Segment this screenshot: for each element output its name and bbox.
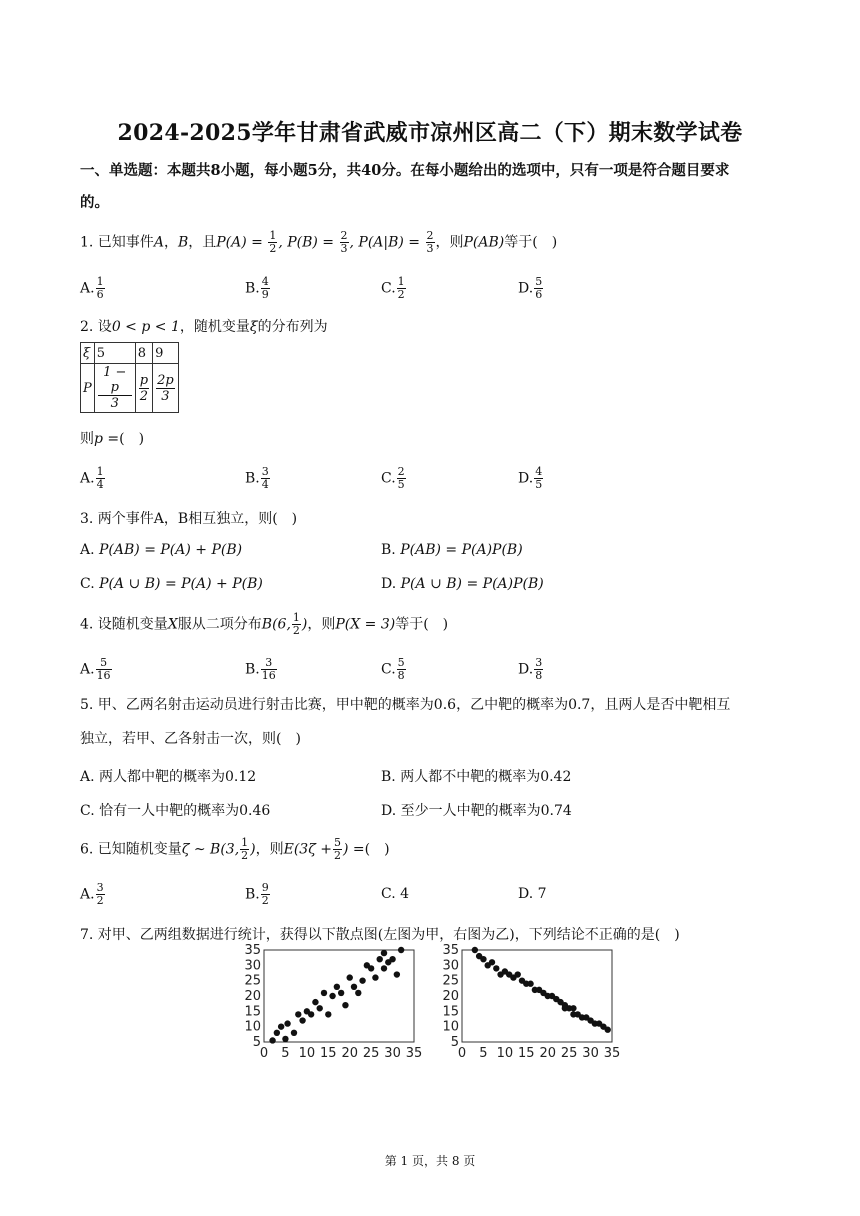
option-num: 5 xyxy=(397,656,405,669)
option-label: D. xyxy=(518,280,534,297)
option-text: 恰有一人中靶的概率为0.46 xyxy=(99,803,271,819)
q1-pb: , P(B) = xyxy=(278,234,335,251)
q6-stem-b: ，则 xyxy=(255,841,284,858)
q6-option-b[interactable] xyxy=(245,882,271,907)
scatter-point xyxy=(299,1017,305,1023)
scatter-point xyxy=(291,1030,297,1036)
q2-option-a[interactable] xyxy=(80,466,106,491)
option-label: B. xyxy=(381,542,396,558)
option-num: 4 xyxy=(261,275,269,288)
page-footer: 第 1 页，共 8 页 xyxy=(384,1154,476,1168)
option-label: C. xyxy=(381,470,396,487)
option-label: A. xyxy=(80,470,95,487)
scatter-point xyxy=(398,947,404,953)
q1-option-a[interactable] xyxy=(80,276,106,301)
cell-num: 2p xyxy=(157,372,174,388)
x-tick-label: 5 xyxy=(281,1046,290,1061)
scatter-point xyxy=(381,950,387,956)
scatter-point xyxy=(284,1020,290,1026)
q1-sep: ， xyxy=(163,234,178,251)
x-tick-label: 35 xyxy=(603,1046,621,1061)
q6-option-a[interactable] xyxy=(80,882,106,907)
q2-stem-c: 的分布列为 xyxy=(257,319,328,335)
q5-line1: 5. 甲、乙两名射击运动员进行射击比赛，甲中靶的概率为0.6，乙中靶的概率为0.7，且两人是否中靶相互 xyxy=(80,697,731,713)
q1-frac-2-den: 3 xyxy=(340,242,348,255)
option-label: B. xyxy=(381,769,396,785)
option-num: 9 xyxy=(261,881,269,894)
option-den: 16 xyxy=(261,669,276,682)
option-text: P(AB) = P(A) + P(B) xyxy=(99,542,243,558)
option-num: 5 xyxy=(96,657,112,670)
table-cell: 9 xyxy=(153,343,179,364)
x-tick-label: 15 xyxy=(320,1046,337,1061)
y-tick-label: 35 xyxy=(244,943,261,958)
option-label: B. xyxy=(245,661,260,678)
option-label: C. xyxy=(381,661,396,678)
scatter-point xyxy=(295,1011,301,1017)
q2-option-d[interactable] xyxy=(518,466,544,491)
q6-frac2-num: 5 xyxy=(333,836,341,849)
option-den: 5 xyxy=(397,478,405,491)
scatter-point xyxy=(351,984,357,990)
q4-option-a[interactable] xyxy=(80,657,113,682)
scatter-point xyxy=(377,956,383,962)
option-num: 3 xyxy=(535,656,543,669)
y-tick-label: 5 xyxy=(252,1035,261,1050)
option-text: 7 xyxy=(537,886,547,902)
scatter-point xyxy=(570,1011,576,1017)
table-cell xyxy=(153,364,179,413)
y-tick-label: 15 xyxy=(442,1004,459,1020)
scatter-point xyxy=(381,965,387,971)
q6-option-c[interactable] xyxy=(381,886,409,902)
question-6-stem xyxy=(80,837,390,862)
q1-mid: ，且 xyxy=(188,234,217,251)
q4-option-d[interactable] xyxy=(518,657,544,682)
y-tick-label: 20 xyxy=(244,989,261,1004)
table-cell: 8 xyxy=(135,343,152,364)
q5-line2: 独立，若甲、乙各射击一次，则( ) xyxy=(80,731,301,747)
q4-stem-a: 4. 设随机变量 xyxy=(80,616,168,633)
option-text: 4 xyxy=(400,886,410,902)
q1-pa: P(A) = xyxy=(216,234,263,251)
q1-end: 等于( ) xyxy=(504,234,558,251)
cell-num: p xyxy=(139,372,149,388)
option-label: A. xyxy=(80,542,95,558)
cell-num: 1 − p xyxy=(98,365,132,396)
x-tick-label: 5 xyxy=(479,1046,488,1061)
q2-ask-c: ( ) xyxy=(119,431,145,447)
scatter-point xyxy=(355,990,361,996)
q4-variable: X xyxy=(167,616,178,633)
q1-frac-2 xyxy=(340,230,349,255)
table-cell xyxy=(135,364,152,413)
q5-option-c[interactable] xyxy=(80,800,270,820)
option-num: 3 xyxy=(261,657,277,670)
q1-frac-3-num: 2 xyxy=(426,229,434,242)
q2-condition: 0 < p < 1 xyxy=(111,319,180,335)
y-tick-label: 15 xyxy=(244,1004,261,1020)
y-tick-label: 30 xyxy=(244,958,261,974)
option-den: 6 xyxy=(96,288,104,301)
scatter-point xyxy=(359,977,365,983)
option-den: 6 xyxy=(535,288,543,301)
q6-frac2-den: 2 xyxy=(333,849,341,862)
q4-px: P(X = 3) xyxy=(335,616,396,633)
q2-xi: ξ xyxy=(249,319,258,335)
q2-stem-a: 2. 设 xyxy=(80,319,112,335)
option-label: D. xyxy=(518,661,534,678)
q3-option-b[interactable] xyxy=(381,542,523,558)
q4-option-b[interactable] xyxy=(245,657,278,682)
cell-den: 3 xyxy=(110,396,119,411)
option-num: 2 xyxy=(397,465,405,478)
q4-frac-den: 2 xyxy=(292,624,300,637)
q6-zeta: ζ ∼ B(3, xyxy=(181,841,240,858)
scatter-plot-left xyxy=(238,943,423,1061)
scatter-point xyxy=(338,990,344,996)
q5-option-d[interactable] xyxy=(381,800,572,820)
option-label: D. xyxy=(381,803,397,819)
table-cell: P xyxy=(81,364,95,413)
x-tick-label: 30 xyxy=(384,1046,401,1061)
q1-frac-3 xyxy=(426,230,435,255)
section-heading xyxy=(80,155,780,219)
scatter-point xyxy=(325,1011,331,1017)
q3-option-a[interactable] xyxy=(80,542,242,558)
table-cell: 5 xyxy=(94,343,135,364)
option-label: A. xyxy=(80,280,95,297)
option-num: 3 xyxy=(96,881,104,894)
option-num: 1 xyxy=(96,465,104,478)
y-tick-label: 10 xyxy=(244,1019,261,1035)
scatter-point xyxy=(480,956,486,962)
q1-target: P(AB) xyxy=(463,234,505,251)
scatter-point xyxy=(527,981,533,987)
option-den: 2 xyxy=(96,894,104,907)
q4-frac-num: 1 xyxy=(292,611,300,624)
q2-ask-a: 则 xyxy=(80,431,94,447)
q6-stem-a: 6. 已知随机变量 xyxy=(80,841,182,858)
q3-option-c[interactable] xyxy=(80,576,263,592)
scatter-point xyxy=(368,965,374,971)
q1-frac-1-num: 1 xyxy=(269,229,277,242)
option-text: P(A ∪ B) = P(A)P(B) xyxy=(400,576,544,592)
q2-option-b[interactable] xyxy=(245,466,271,491)
q6-frac1-num: 1 xyxy=(241,836,249,849)
table-row xyxy=(81,364,179,413)
option-text: 至少一人中靶的概率为0.74 xyxy=(400,803,572,819)
scatter-point xyxy=(278,1023,284,1029)
section-heading-line1: 一、单选题：本题共8小题，每小题5分，共40分。在每小题给出的选项中，只有一项是符合题目要求 xyxy=(80,162,730,179)
option-text: P(AB) = P(A)P(B) xyxy=(400,542,523,558)
option-label: D. xyxy=(381,576,397,592)
x-tick-label: 0 xyxy=(457,1046,467,1061)
scatter-point xyxy=(347,974,353,980)
table-row xyxy=(81,343,179,364)
q6-close: ) xyxy=(250,841,256,858)
option-label: A. xyxy=(80,769,95,785)
q6-ex-close: ) = xyxy=(342,841,365,858)
scatter-point xyxy=(515,971,521,977)
scatter-point xyxy=(274,1030,280,1036)
q4-close: ) xyxy=(301,616,308,633)
option-den: 4 xyxy=(261,478,269,491)
y-tick-label: 35 xyxy=(442,943,459,958)
cell-den: 3 xyxy=(161,388,170,404)
q6-option-d[interactable] xyxy=(518,886,547,902)
scatter-point xyxy=(570,1005,576,1011)
q1-option-b[interactable] xyxy=(245,276,271,301)
scatter-point xyxy=(389,956,395,962)
option-den: 16 xyxy=(96,669,111,682)
scatter-point xyxy=(342,1002,348,1008)
q6-expectation: E(3ζ + xyxy=(283,841,332,858)
scatter-point xyxy=(312,999,318,1005)
q2-stem-b: ，随机变量 xyxy=(179,319,250,335)
section-heading-line2: 的。 xyxy=(80,194,109,211)
scatter-plot-right xyxy=(436,943,621,1061)
cell-den: 2 xyxy=(139,388,149,404)
option-text: 两人都中靶的概率为0.12 xyxy=(99,769,257,785)
q5-option-b[interactable] xyxy=(381,766,571,786)
scatter-point xyxy=(321,990,327,996)
option-num: 3 xyxy=(261,465,269,478)
scatter-point xyxy=(317,1005,323,1011)
q4-dist: B(6, xyxy=(261,616,291,633)
q1-prefix: 1. 已知事件 xyxy=(80,234,154,251)
plot-frame xyxy=(264,950,414,1042)
x-tick-label: 15 xyxy=(518,1046,535,1061)
question-2-ask xyxy=(80,428,144,448)
question-3-stem: 3. 两个事件A，B相互独立，则( ) xyxy=(80,511,298,527)
option-label: D. xyxy=(518,886,534,902)
q2-ask-b: p = xyxy=(94,431,120,447)
distribution-table xyxy=(80,342,179,413)
q4-stem-b: 服从二项分布 xyxy=(177,616,262,633)
option-label: C. xyxy=(80,576,95,592)
table-cell: ξ xyxy=(81,343,95,364)
page-title: 2024-2025学年甘肃省武威市凉州区高二（下）期末数学试卷 xyxy=(117,120,743,146)
option-num: 1 xyxy=(397,275,405,288)
option-label: B. xyxy=(245,886,260,903)
option-label: A. xyxy=(80,886,95,903)
scatter-point xyxy=(372,974,378,980)
x-tick-label: 10 xyxy=(298,1046,316,1061)
q1-event-a: A xyxy=(153,234,164,251)
question-5-stem xyxy=(80,688,780,756)
x-tick-label: 30 xyxy=(582,1046,599,1061)
option-den: 8 xyxy=(397,669,405,682)
option-num: 1 xyxy=(96,275,104,288)
option-den: 4 xyxy=(96,478,104,491)
scatter-point xyxy=(394,971,400,977)
option-den: 9 xyxy=(261,288,269,301)
q4-stem-d: 等于( ) xyxy=(395,616,449,633)
scatter-point xyxy=(269,1037,275,1043)
option-num: 5 xyxy=(535,275,543,288)
scatter-point xyxy=(329,993,335,999)
option-text: P(A ∪ B) = P(A) + P(B) xyxy=(99,576,263,592)
option-label: C. xyxy=(381,280,396,297)
option-label: B. xyxy=(245,470,260,487)
q5-option-a[interactable] xyxy=(80,766,256,786)
q1-option-c[interactable] xyxy=(381,276,407,301)
q1-frac-1 xyxy=(268,230,277,255)
q2-option-c[interactable] xyxy=(381,466,407,491)
x-tick-label: 10 xyxy=(496,1046,514,1061)
scatter-point xyxy=(562,1005,568,1011)
scatter-point xyxy=(472,947,478,953)
q1-frac-1-den: 2 xyxy=(269,242,277,255)
x-tick-label: 0 xyxy=(259,1046,269,1061)
y-tick-label: 5 xyxy=(450,1035,459,1050)
option-label: D. xyxy=(518,470,534,487)
q4-option-c[interactable] xyxy=(381,657,407,682)
x-tick-label: 25 xyxy=(560,1046,578,1061)
q6-frac1-den: 2 xyxy=(241,849,249,862)
question-1-stem xyxy=(80,230,557,255)
option-den: 2 xyxy=(261,894,269,907)
question-4-stem xyxy=(80,612,448,637)
q1-tail: ，则 xyxy=(435,234,464,251)
scatter-point xyxy=(282,1036,288,1042)
q1-frac-3-den: 3 xyxy=(426,242,434,255)
q1-option-d[interactable] xyxy=(518,276,544,301)
option-text: 两人都不中靶的概率为0.42 xyxy=(400,769,572,785)
q1-pab: , P(A|B) = xyxy=(349,234,421,251)
option-den: 8 xyxy=(535,669,543,682)
x-tick-label: 20 xyxy=(341,1046,358,1061)
y-tick-label: 30 xyxy=(442,958,459,974)
q6-end: ( ) xyxy=(364,841,390,858)
question-2-stem xyxy=(80,316,328,336)
y-tick-label: 25 xyxy=(442,973,459,989)
y-tick-label: 20 xyxy=(442,989,459,1004)
table-cell xyxy=(94,364,135,413)
x-tick-label: 20 xyxy=(539,1046,556,1061)
option-den: 2 xyxy=(397,288,405,301)
option-label: A. xyxy=(80,661,95,678)
scatter-point xyxy=(489,959,495,965)
q4-stem-c: ，则 xyxy=(307,616,336,633)
question-7-stem: 7. 对甲、乙两组数据进行统计，获得以下散点图(左图为甲，右图为乙)，下列结论不正确的是( ) xyxy=(80,927,680,943)
x-tick-label: 25 xyxy=(362,1046,380,1061)
y-tick-label: 10 xyxy=(442,1019,459,1035)
scatter-point xyxy=(334,984,340,990)
scatter-point xyxy=(605,1027,611,1033)
option-label: B. xyxy=(245,280,260,297)
q1-event-b: B xyxy=(177,234,189,251)
scatter-point xyxy=(308,1011,314,1017)
plot-frame xyxy=(462,950,612,1042)
scatter-point xyxy=(493,965,499,971)
option-label: C. xyxy=(381,886,396,902)
x-tick-label: 35 xyxy=(405,1046,423,1061)
option-den: 5 xyxy=(535,478,543,491)
option-num: 4 xyxy=(535,465,543,478)
option-label: C. xyxy=(80,803,95,819)
q1-frac-2-num: 2 xyxy=(340,229,348,242)
q3-option-d[interactable] xyxy=(381,576,544,592)
y-tick-label: 25 xyxy=(244,973,261,989)
